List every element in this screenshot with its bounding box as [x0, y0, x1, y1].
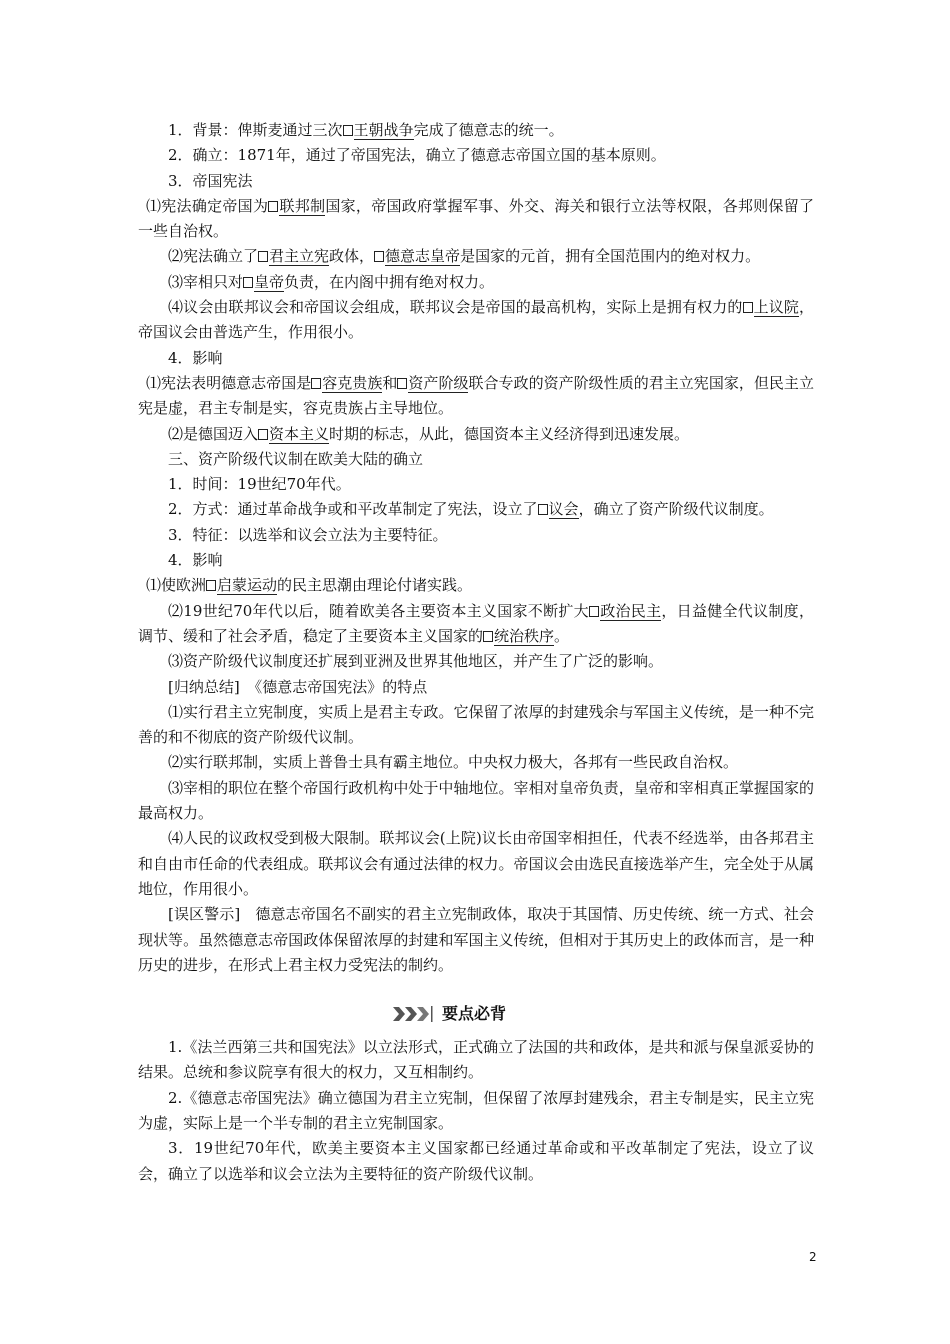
- background-item: 1．背景：俾斯麦通过三次 王朝战争完成了德意志的统一。: [168, 121, 564, 139]
- summary-heading: [归纳总结] 《德意志帝国宪法》的特点: [168, 677, 428, 696]
- method-item: 2．方式：通过革命战争或和平改革制定了宪法，设立了 议会，确立了资产阶级代议制度。: [168, 500, 774, 519]
- answer-german-emperor: 德意志皇帝: [385, 247, 461, 266]
- constitution-point-2: ⑵宪法确立了 君主立宪政体， 德意志皇帝是国家的元首，拥有全国范围内的绝对权力。: [168, 247, 761, 266]
- blank-box: [258, 251, 268, 262]
- key-point-2: 2.《德意志帝国宪法》确立德国为君主立宪制，但保留了浓厚封建残余，君主专制是实，民主立宪为虚，实际上是一个半专制的君主立宪制国家。: [138, 1088, 814, 1132]
- key-points-title: 要点必背: [442, 1004, 507, 1024]
- blank-box: [743, 302, 753, 313]
- misconception-warning: [误区警示] 德意志帝国名不副实的君主立宪制政体，取决于其国情、历史传统、统一方式、社会现状等。虽然德意志帝国政体保留浓厚的封建和军国主义传统，但相对于其历史上的政体而言，是一种历史的进步，在形式上君主权力受宪法的制约。: [138, 905, 814, 974]
- establish-item: 2．确立：1871年，通过了帝国宪法，确立了德意志帝国立国的基本原则。: [168, 146, 666, 165]
- answer-upper-house: 上议院: [753, 298, 799, 317]
- constitution-point-4: ⑷议会由联邦议会和帝国议会组成，联邦议会是帝国的最高机构，实际上是拥有权力的 上议院，帝国议会由普选产生，作用很小。: [138, 298, 814, 342]
- summary-point-2: ⑵实行联邦制，实质上普鲁士具有霸主地位。中央权力极大，各邦有一些民政自治权。: [168, 753, 739, 772]
- blank-box: [374, 251, 384, 262]
- section-three-heading: 三、资产阶级代议制在欧美大陆的确立: [168, 449, 424, 468]
- influence-point-1: ⑴使欧洲 启蒙运动的民主思潮由理论付诸实践。: [146, 576, 473, 595]
- summary-point-4: ⑷人民的议政权受到极大限制。联邦议会(上院)议长由帝国宰相担任，代表不经选举，由各邦君主和自由市任命的代表组成。联邦议会有通过法律的权力。帝国议会由选民直接选举产生，完全处于从属地位，作用很小。: [138, 829, 814, 898]
- answer-federal: 联邦制: [279, 196, 326, 215]
- blank-box: [258, 429, 268, 440]
- answer-dynasty-wars: 王朝战争: [353, 121, 414, 139]
- time-item: 1．时间：19世纪70年代。: [168, 475, 351, 494]
- blank-box: [268, 201, 278, 212]
- answer-junker: 容克贵族: [322, 373, 383, 392]
- blank-box: [343, 125, 353, 136]
- summary-point-1: ⑴实行君主立宪制度，实质上是君主专政。它保留了浓厚的封建残余与军国主义传统，是一种不完善的和不彻底的资产阶级代议制。: [138, 702, 814, 747]
- page-number: 2: [809, 1250, 817, 1264]
- answer-ruling-order: 统治秩序: [494, 626, 555, 645]
- impact-point-1: ⑴宪法表明德意志帝国是 容克贵族和 资产阶级联合专政的资产阶级性质的君主立宪国家，但民主立宪是虚，君主专制是实，容克贵族占主导地位。: [138, 373, 814, 418]
- page-content: [138, 118, 814, 1187]
- answer-bourgeoisie: 资产阶级: [408, 373, 469, 392]
- blank-box: [538, 504, 548, 515]
- feature-item: 3．特征：以选举和议会立法为主要特征。: [168, 525, 448, 544]
- key-point-1: 1.《法兰西第三共和国宪法》以立法形式，正式确立了法国的共和政体，是共和派与保皇派妥协的结果。总统和参议院享有很大的权力，又互相制约。: [138, 1038, 814, 1082]
- blank-box: [206, 580, 216, 591]
- answer-parliament: 议会: [548, 500, 579, 519]
- key-point-3: 3．19世纪70年代，欧美主要资本主义国家都已经通过革命或和平改革制定了宪法，设立了议会，确立了以选举和议会立法为主要特征的资产阶级代议制。: [138, 1139, 814, 1183]
- blank-box: [397, 378, 407, 389]
- blank-box: [311, 378, 321, 389]
- impact-point-2: ⑵是德国迈入 资本主义时期的标志，从此，德国资本主义经济得到迅速发展。: [168, 424, 690, 443]
- influence-heading: 4．影响: [168, 551, 223, 570]
- key-points-header: [138, 1001, 814, 1029]
- blank-box: [483, 631, 493, 642]
- answer-capitalism: 资本主义: [269, 424, 330, 443]
- constitution-point-3: ⑶宰相只对 皇帝负责，在内阁中拥有绝对权力。: [168, 272, 495, 291]
- answer-constitutional-monarchy: 君主立宪: [269, 247, 330, 266]
- influence-point-3: ⑶资产阶级代议制度还扩展到亚洲及世界其他地区，并产生了广泛的影响。: [168, 652, 664, 671]
- constitution-heading: 3．帝国宪法: [168, 171, 253, 190]
- summary-point-3: ⑶宰相的职位在整个帝国行政机构中处于中轴地位。宰相对皇帝负责，皇帝和宰相真正掌握国家的最高权力。: [138, 778, 814, 823]
- blank-box: [243, 277, 253, 288]
- blank-box: [589, 606, 599, 617]
- impact-heading: 4．影响: [168, 348, 223, 367]
- double-chevron-icon: [393, 1005, 433, 1023]
- answer-political-democracy: 政治民主: [599, 601, 662, 620]
- answer-emperor: 皇帝: [254, 272, 285, 291]
- constitution-point-1: ⑴宪法确定帝国为 联邦制国家，帝国政府掌握军事、外交、海关和银行立法等权限，各邦则保留了一些自治权。: [138, 196, 814, 241]
- answer-enlightenment: 启蒙运动: [217, 576, 278, 595]
- influence-point-2: ⑵19世纪70年代以后，随着欧美各主要资本主义国家不断扩大 政治民主，日益健全代议制度，调节、缓和了社会矛盾，稳定了主要资本主义国家的 统治秩序。: [138, 601, 814, 645]
